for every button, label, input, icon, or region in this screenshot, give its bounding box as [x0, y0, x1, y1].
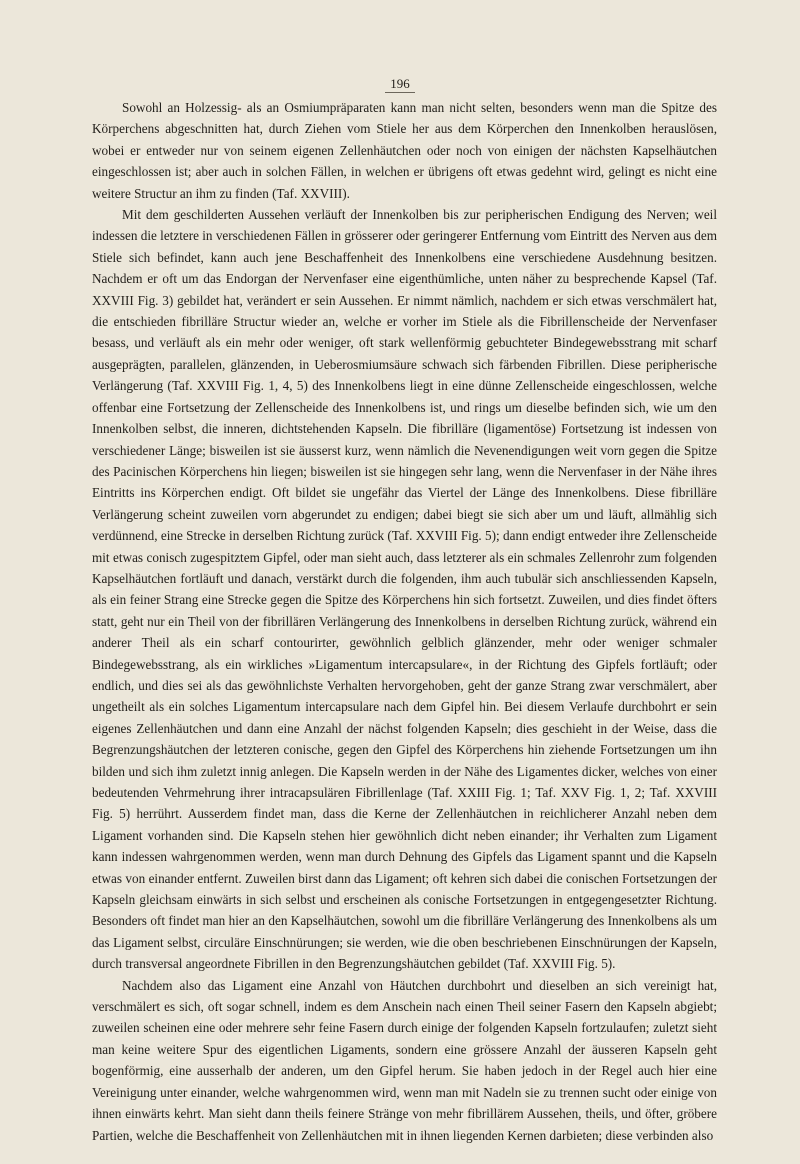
paragraph-3: Nachdem also das Ligament eine Anzahl von Häutchen durchbohrt und dieselben an sich vereinigt hat, verschmälert es sich, oft sogar schnell, indem es dem Anschein nach einen Theil seiner Fasern den Kapseln abgiebt; zuweilen scheinen eine oder mehrere sehr feine Fasern durch einige der folgenden Kapseln fortzulaufen; zuletzt sieht man keine weitere Spur des eigentlichen Ligaments, sondern eine grössere Anzahl der äusseren Kapseln geht bogenförmig, eine ausserhalb der anderen, um den Gipfel herum. Sie haben jedoch in der Regel auch hier eine Vereinigung unter einander, welche wahrgenommen wird, wenn man mit Nadeln sie zu trennen sucht oder einige von ihnen einwärts kehrt. Man sieht dann theils feinere Stränge von mehr fibrillärem Aussehen, theils, und öfter, gröbere Partien, welche die Beschaffenheit von Zellenhäutchen mit in ihnen liegenden Kernen darbieten; diese verbinden also: [92, 977, 717, 1143]
page-number-rule: [385, 92, 415, 93]
paragraph-1: Sowohl an Holzessig- als an Osmiumpräparaten kann man nicht selten, besonders wenn man die Spitze des Körperchens abgeschnitten hat, durch Ziehen vom Stiele her aus dem Körperchen den Innenkolben herauslösen, wobei er entweder nur von seinem eigenen Zellenhäutchen oder noch von einigen der nächsten Kapselhäutchen eingeschlossen ist; aber auch in solchen Fällen, in welchen er übrigens oft etwas gedehnt wird, gelingt es nicht eine weitere Structur an ihm zu finden (Taf. XXVIII).: [92, 100, 717, 201]
paragraph-2: Mit dem geschilderten Aussehen verläuft der Innenkolben bis zur peripherischen Endigung des Nerven; weil indessen die letztere in verschiedenen Fällen in grösserer oder geringerer Entfernung vom Eintritt des Nerven aus dem Stiele sich befindet, kann auch jene Beschaffenheit des Innenkolbens eine verschiedene Ausdehnung besitzen. Nachdem er oft um das Endorgan der Nervenfaser eine eigenthümliche, unten näher zu besprechende Kapsel (Taf. XXVIII Fig. 3) gebildet hat, verändert er sein Aussehen. Er nimmt nämlich, nachdem er sich etwas verschmälert hat, die entschieden fibrilläre Structur wieder an, welche er vorher im Stiele als die Fibrillenscheide der Nervenfaser besass, und verläuft als ein mehr oder weniger, oft stark wellenförmig gebuchteter Bindegewebsstrang mit scharf ausgeprägten, parallelen, glänzenden, in Ueberosmiumsäure schwach sich färbenden Fibrillen. Diese peripherische Verlängerung (Taf. XXVIII Fig. 1, 4, 5) des Innenkolbens liegt in eine dünne Zellenscheide eingeschlossen, welche offenbar eine Fortsetzung der Zellenscheide des Innenkolbens ist, und rings um dieselbe befinden sich, wie um den Innenkolben selbst, die inneren, dichtstehenden Kapseln. Die fibrilläre (ligamentöse) Fortsetzung ist indessen von verschiedener Länge; bisweilen ist sie äusserst kurz, wenn nämlich die Nevenendigungen weit vorn gegen die Spitze des Pacinischen Körperchens hin liegen; bisweilen ist sie hingegen sehr lang, wenn die Nervenfaser in der Nähe ihres Eintritts ins Körperchen endigt. Oft bildet sie ungefähr das Viertel der Länge des Innenkolbens. Diese fibrilläre Verlängerung scheint zuweilen vorn abgerundet zu endigen; dabei biegt sie sich aber um und läuft, allmählig sich verdünnend, eine Strecke in derselben Richtung zurück (Taf. XXVIII Fig. 5); dann endigt entweder ihre Zellenscheide mit etwas conisch zugespitztem Gipfel, oder man sieht auch, dass letzterer als ein schmales Zellenrohr zum folgenden Kapselhäutchen fortläuft und danach, verstärkt durch die folgenden, ihm auch tubulär sich anschliessenden Kapseln, als ein feiner Strang eine Strecke gegen die Spitze des Körperchens hin sich fortsetzt. Zuweilen, und dies findet öfters statt, geht nur ein Theil von der fibrillären Verlängerung des Innenkolbens in derselben Richtung zurück, während ein anderer Theil als ein scharf contourirter, gewöhnlich gelblich glänzender, mehr oder weniger schmaler Bindegewebsstrang, als ein wirkliches »Ligamentum intercapsulare«, in der Richtung des Gipfels fortläuft; oder endlich, und dies sei als das gewöhnlichste Verhalten hervorgehoben, geht der ganze Strang zwar verschmälert, aber ungetheilt als ein solches Ligamentum intercapsulare nach dem Gipfel hin. Bei diesem Verlaufe durchbohrt er sein eigenes Zellenhäutchen und dann eine Anzahl der nächst folgenden Kapseln; dies geschieht in der Weise, dass die Begrenzungshäutchen der letzteren conische, gegen den Gipfel des Körperchens hin ziehende Fortsetzungen um ihn bilden und sich ihm zuletzt innig anlegen. Die Kapseln werden in der Nähe des Ligamentes dicker, welches von einer bedeutenden Vehrmehrung ihrer intracapsulären Fibrillenlage (Taf. XXIII Fig. 1; Taf. XXV Fig. 1, 2; Taf. XXVIII Fig. 5) herrührt. Ausserdem findet man, dass die Kerne der Zellenhäutchen in reichlicherer Anzahl neben dem Ligament vorhanden sind. Die Kapseln stehen hier gewöhnlich dicht neben einander; ihr Verhalten zum Ligament kann indessen wahrgenommen werden, wenn man durch Dehnung des Gipfels das Ligament spannt und die Kapseln etwas von einander entfernt. Zuweilen birst dann das Ligament; oft kehren sich dabei die conischen Fortsetzungen der Kapseln gleichsam einwärts in sich selbst und erscheinen als conische Fortsetzungen in entgegengesetzter Richtung. Besonders oft findet man hier an den Kapselhäutchen, sowohl um die fibrilläre Verlängerung des Innenkolbens als um das Ligament selbst, circuläre Einschnürungen; sie werden, wie die oben beschriebenen Einschnürungen der Kapseln, durch transversal angeordnete Fibrillen in den Begrenzungshäutchen gebildet (Taf. XXVIII Fig. 5).: [92, 207, 717, 972]
body-text: [92, 97, 717, 1146]
page-number: 196: [390, 76, 410, 91]
